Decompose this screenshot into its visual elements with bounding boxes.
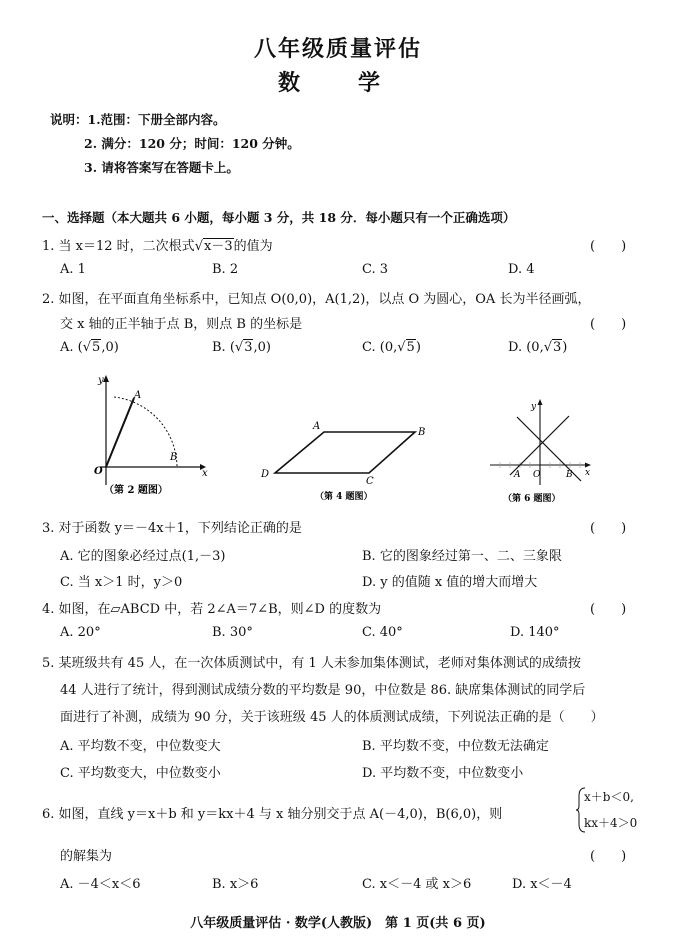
fig4-parallelogram [275, 432, 415, 473]
note-1: 说明：1.范围：下册全部内容。 [50, 112, 226, 127]
q1-option-c: C. 3 [362, 262, 389, 277]
q5-option-d: D. 平均数不变，中位数变小 [362, 766, 524, 781]
q2-d-rad: 3 [553, 340, 562, 355]
question-6-line1: 6. 如图，直线 y＝x＋b 和 y＝kx＋4 与 x 轴分别交于点 A(－4,0)，B(6,0)，则 [42, 807, 503, 822]
q6-system-line1: x＋b＜0, [584, 790, 634, 804]
q2-b-post: ,0) [253, 340, 271, 355]
q2-option-c: C. (0,√5) [362, 340, 421, 355]
q2-c-pre: C. (0, [362, 340, 398, 355]
q2-b-rad: 3 [244, 340, 253, 355]
fig2-y-label: y [98, 375, 104, 386]
fig6-b-label: B [566, 470, 573, 480]
answer-paren: ( ) [590, 239, 627, 254]
q5-option-b: B. 平均数不变，中位数无法确定 [362, 739, 549, 754]
q6-option-a: A. －4＜x＜6 [60, 877, 141, 892]
fig2-o-label: O [94, 466, 103, 477]
q6-option-b: B. x＞6 [212, 877, 259, 892]
fig4-c-label: C [366, 476, 374, 487]
fig6-x-label: x [585, 468, 591, 478]
q3-option-d: D. y 的值随 x 值的增大而增大 [362, 575, 538, 590]
fig6-o-label: O [533, 470, 541, 480]
q4-option-a: A. 20° [60, 625, 101, 640]
answer-paren: ( ) [590, 849, 627, 864]
figure-4-diagram [255, 415, 435, 505]
q2-d-pre: D. (0, [508, 340, 544, 355]
figure-2-diagram [80, 370, 210, 495]
q5-option-a: A. 平均数不变，中位数变大 [60, 739, 221, 754]
q1-stem-b: 的值为 [233, 239, 273, 254]
question-1-stem [42, 235, 273, 254]
q4-option-c: C. 40° [362, 625, 403, 640]
fig2-caption: （第 2 题图） [104, 485, 168, 495]
fig4-d-label: D [261, 469, 270, 480]
q3-option-c: C. 当 x＞1 时，y＞0 [60, 575, 183, 590]
q2-option-d: D. (0,√3) [508, 340, 568, 355]
fig2-b-label: B [170, 452, 178, 463]
question-6-line2: 的解集为 [60, 849, 113, 864]
answer-paren: ( ) [590, 602, 627, 617]
answer-paren: ( ) [590, 521, 627, 536]
fig2-segment-oa [106, 398, 134, 467]
question-5-line2: 44 人进行了统计，得到测试成绩分数的平均数是 90，中位数是 86. 缺席集体测试的同学后 [60, 683, 586, 698]
q2-c-rad: 5 [406, 340, 415, 355]
q2-a-rad: 5 [92, 340, 101, 355]
fig4-b-label: B [418, 427, 426, 438]
q4-option-b: B. 30° [212, 625, 253, 640]
fig6-a-label: A [514, 470, 521, 480]
q2-a-post: ,0) [101, 340, 119, 355]
q2-b-pre: B. ( [212, 340, 235, 355]
fig6-x-arrow [585, 463, 591, 468]
question-4-stem: 4. 如图，在▱ABCD 中，若 2∠A＝7∠B，则∠D 的度数为 [42, 602, 382, 617]
fig2-arc [114, 397, 177, 467]
q2-c-post: ) [415, 340, 421, 355]
question-5-line1: 5. 某班级共有 45 人，在一次体质测试中，有 1 人未参加集体测试，老师对集体测试的成绩按 [42, 656, 581, 671]
question-2-line2: 交 x 轴的正半轴于点 B，则点 B 的坐标是 [60, 317, 303, 332]
fig2-x-label: x [202, 468, 208, 479]
fig6-caption: （第 6 题图） [503, 494, 561, 504]
q1-sqrt: √x－3 [194, 239, 233, 254]
fig4-a-label: A [313, 421, 321, 432]
question-5-line3: 面进行了补测，成绩为 90 分，关于该班级 45 人的体质测试成绩，下列说法正确的是（ ） [60, 710, 604, 725]
subject-title: 数 学 [277, 70, 398, 96]
question-2-line1: 2. 如图，在平面直角坐标系中，已知点 O(0,0)，A(1,2)，以点 O 为圆心，OA 长为半径画弧， [42, 292, 591, 307]
fig2-y-arrow [103, 375, 109, 382]
section-heading: 一、选择题（本大题共 6 小题，每小题 3 分，共 18 分．每小题只有一个正确选项） [42, 210, 516, 225]
q2-option-b: B. (√3,0) [212, 340, 271, 355]
q1-option-b: B. 2 [212, 262, 239, 277]
q3-option-a: A. 它的图象必经过点(1,－3) [60, 549, 226, 564]
page-footer: 八年级质量评估 · 数学(人教版) 第 1 页(共 6 页) [190, 916, 486, 931]
q1-option-d: D. 4 [508, 262, 535, 277]
q2-option-a: A. (√5,0) [60, 340, 119, 355]
q6-system-line2: kx＋4＞0 [584, 816, 638, 830]
fig2-a-label: A [134, 390, 142, 401]
q5-option-c: C. 平均数变大，中位数变小 [60, 766, 221, 781]
q6-option-d: D. x＜－4 [512, 877, 572, 892]
answer-paren: ( ) [590, 317, 627, 332]
exam-title: 八年级质量评估 [253, 36, 422, 62]
fig6-y-label: y [531, 402, 537, 412]
note-2: 2. 满分：120 分；时间：120 分钟。 [84, 136, 300, 151]
q1-radicand: x－3 [203, 239, 233, 254]
note-3: 3. 请将答案写在答题卡上。 [84, 160, 239, 175]
q1-stem-a: 1. 当 x＝12 时，二次根式 [42, 239, 195, 254]
question-3-stem: 3. 对于函数 y＝－4x＋1，下列结论正确的是 [42, 521, 302, 536]
q2-d-post: ) [562, 340, 568, 355]
q2-a-pre: A. ( [60, 340, 83, 355]
q4-option-d: D. 140° [510, 625, 560, 640]
fig4-caption: （第 4 题图） [315, 492, 373, 502]
q1-option-a: A. 1 [60, 262, 86, 277]
q6-option-c: C. x＜－4 或 x＞6 [362, 877, 472, 892]
figure-6-diagram [485, 395, 595, 507]
fig6-y-arrow [538, 399, 543, 405]
q3-option-b: B. 它的图象经过第一、二、三象限 [362, 549, 562, 564]
